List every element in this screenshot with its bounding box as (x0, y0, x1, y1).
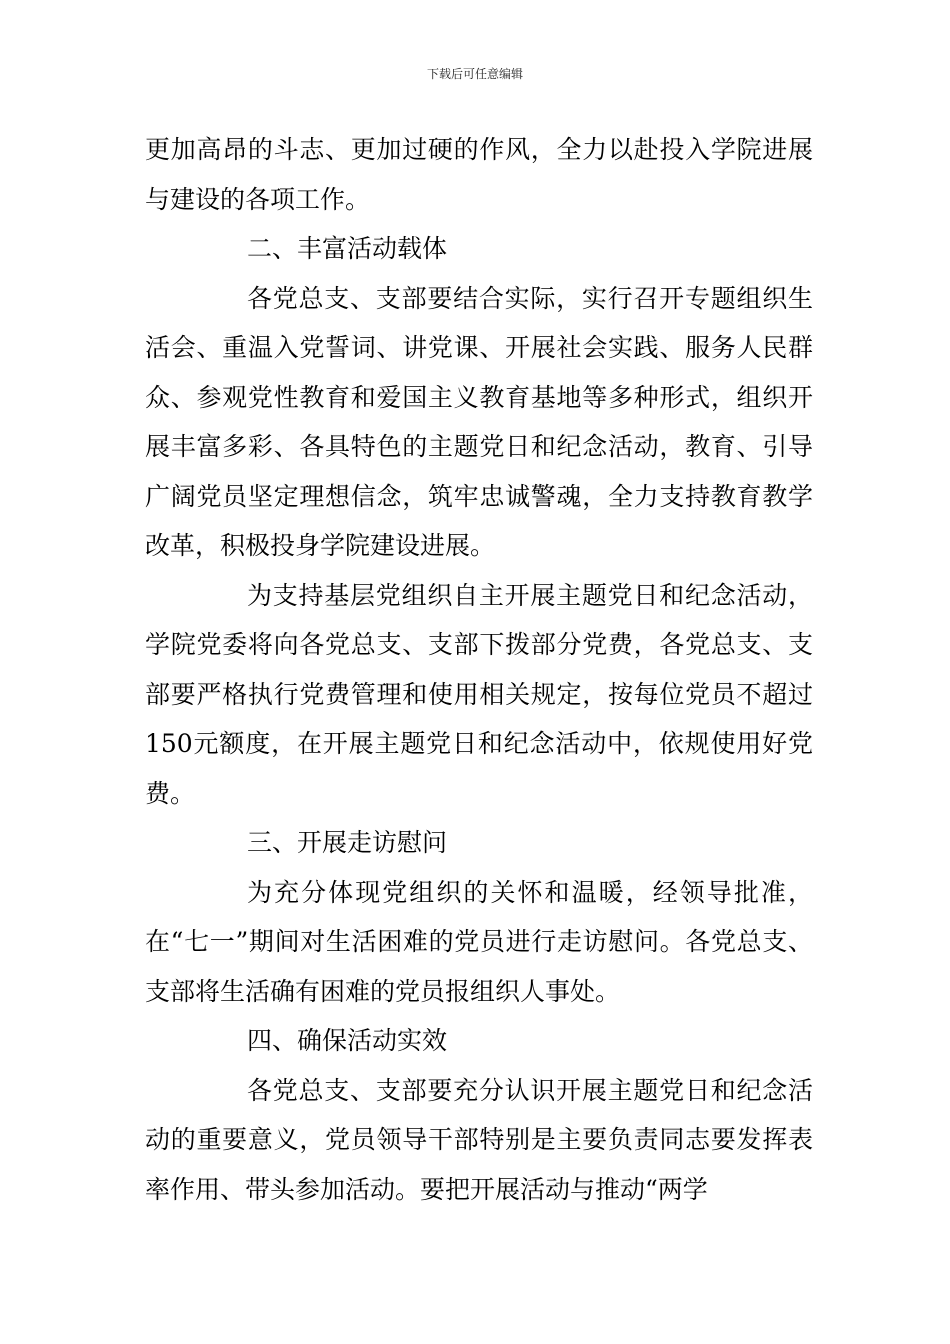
page-header-note: 下载后可任意编辑 (426, 67, 523, 81)
document-body (145, 125, 813, 1214)
section-heading-4: 四、确保活动实效 (247, 1026, 448, 1055)
paragraph-effectiveness: 各党总支、支部要充分认识开展主题党日和纪念活动的重要意义，党员领导干部特别是主要负责同志要发挥表率作用、带头参加活动。要把开展活动与推动“两学 (145, 1075, 813, 1204)
section-heading-3: 三、开展走访慰问 (247, 828, 448, 857)
paragraph-continuation: 更加高昂的斗志、更加过硬的作风，全力以赴投入学院进展与建设的各项工作。 (145, 135, 813, 214)
section-heading-2: 二、丰富活动载体 (247, 234, 448, 263)
paragraph-visits: 为充分体现党组织的关怀和温暖，经领导批准，在“七一”期间对生活困难的党员进行走访慰问。各党总支、支部将生活确有困难的党员报组织人事处。 (145, 877, 813, 1006)
paragraph-party-fees: 为支持基层党组织自主开展主题党日和纪念活动，学院党委将向各党总支、支部下拨部分党费，各党总支、支部要严格执行党费管理和使用相关规定，按每位党员不超过150元额度，在开展主题党日和纪念活动中，依规使用好党费。 (145, 580, 813, 808)
paragraph-activity-forms: 各党总支、支部要结合实际，实行召开专题组织生活会、重温入党誓词、讲党课、开展社会实践、服务人民群众、参观党性教育和爱国主义教育基地等多种形式，组织开展丰富多彩、各具特色的主题党日和纪念活动，教育、引导广阔党员坚定理想信念，筑牢忠诚警魂，全力支持教育教学改革，积极投身学院建设进展。 (145, 283, 813, 560)
